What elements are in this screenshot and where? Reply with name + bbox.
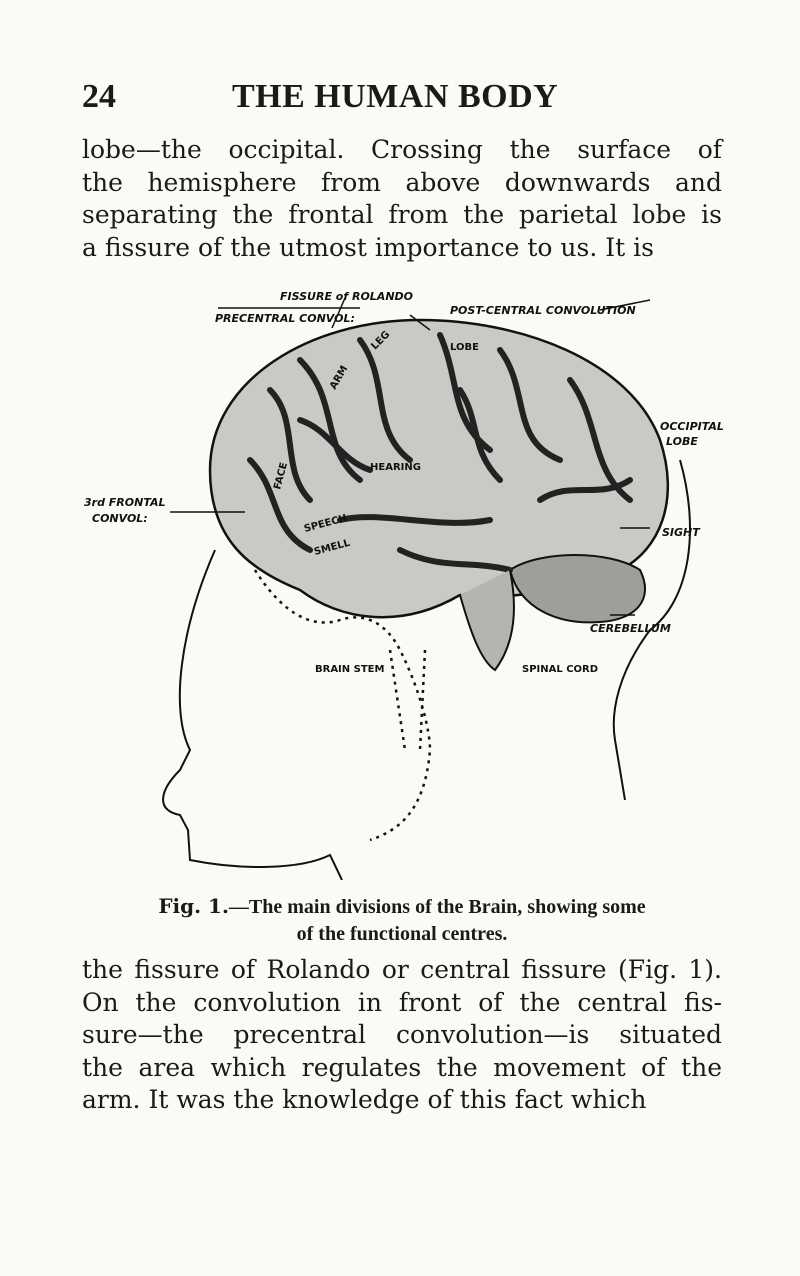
caption-label: Fig. 1. bbox=[158, 894, 229, 918]
text-line: On the convolution in front of the central fis- bbox=[82, 987, 722, 1017]
text-line: the area which regulates the movement of the bbox=[82, 1052, 722, 1082]
text-line: lobe—the occipital. Crossing the surface of bbox=[82, 135, 722, 164]
running-title: THE HUMAN BODY bbox=[232, 78, 559, 115]
post-central-label: POST-CENTRAL CONVOLUTION bbox=[450, 304, 636, 317]
page-header bbox=[82, 78, 722, 118]
text-line: arm. It was the knowledge of this fact which bbox=[82, 1085, 647, 1114]
precentral-label: PRECENTRAL CONVOL: bbox=[215, 312, 355, 325]
page-number: 24 bbox=[82, 78, 116, 115]
brain-figure bbox=[40, 270, 760, 880]
text-line: separating the frontal from the parietal lobe is bbox=[82, 200, 722, 229]
text-line: the hemisphere from above downwards and bbox=[82, 167, 722, 197]
text-line: sure—the precentral convolution—is situated bbox=[82, 1020, 722, 1049]
caption-text-2: of the functional centres. bbox=[296, 923, 508, 945]
frontal-label-1: 3rd FRONTAL bbox=[84, 496, 166, 509]
sight-label: SIGHT bbox=[662, 526, 700, 539]
caption-text-1: —The main divisions of the Brain, showing some bbox=[228, 896, 646, 918]
occipital-label-1: OCCIPITAL bbox=[660, 420, 724, 433]
brain-stem-label: BRAIN STEM bbox=[315, 664, 385, 675]
arm-label: ARM bbox=[328, 364, 351, 392]
text-line: a fissure of the utmost importance to us. It is bbox=[82, 232, 654, 262]
text-line: the fissure of Rolando or central fissure (Fig. 1). bbox=[82, 955, 722, 984]
smell-label: SMELL bbox=[312, 537, 352, 558]
bottom-paragraph bbox=[82, 954, 722, 1117]
frontal-label-2: CONVOL: bbox=[92, 512, 148, 525]
brain-illustration bbox=[40, 270, 760, 880]
leg-label: LEG bbox=[369, 329, 393, 353]
occipital-label-2: LOBE bbox=[666, 435, 698, 448]
face-label: FACE bbox=[272, 461, 291, 491]
lobe-label: LOBE bbox=[450, 342, 479, 353]
cerebellum-shape bbox=[510, 555, 645, 622]
spinal-cord-label: SPINAL CORD bbox=[522, 664, 599, 675]
cerebellum-label: CEREBELLUM bbox=[590, 622, 671, 635]
hearing-label: HEARING bbox=[370, 462, 421, 473]
speech-label: SPEECH bbox=[302, 512, 349, 535]
figure-caption bbox=[82, 893, 722, 948]
top-paragraph bbox=[82, 134, 722, 264]
fissure-of-rolando-label: FISSURE of ROLANDO bbox=[280, 290, 414, 303]
